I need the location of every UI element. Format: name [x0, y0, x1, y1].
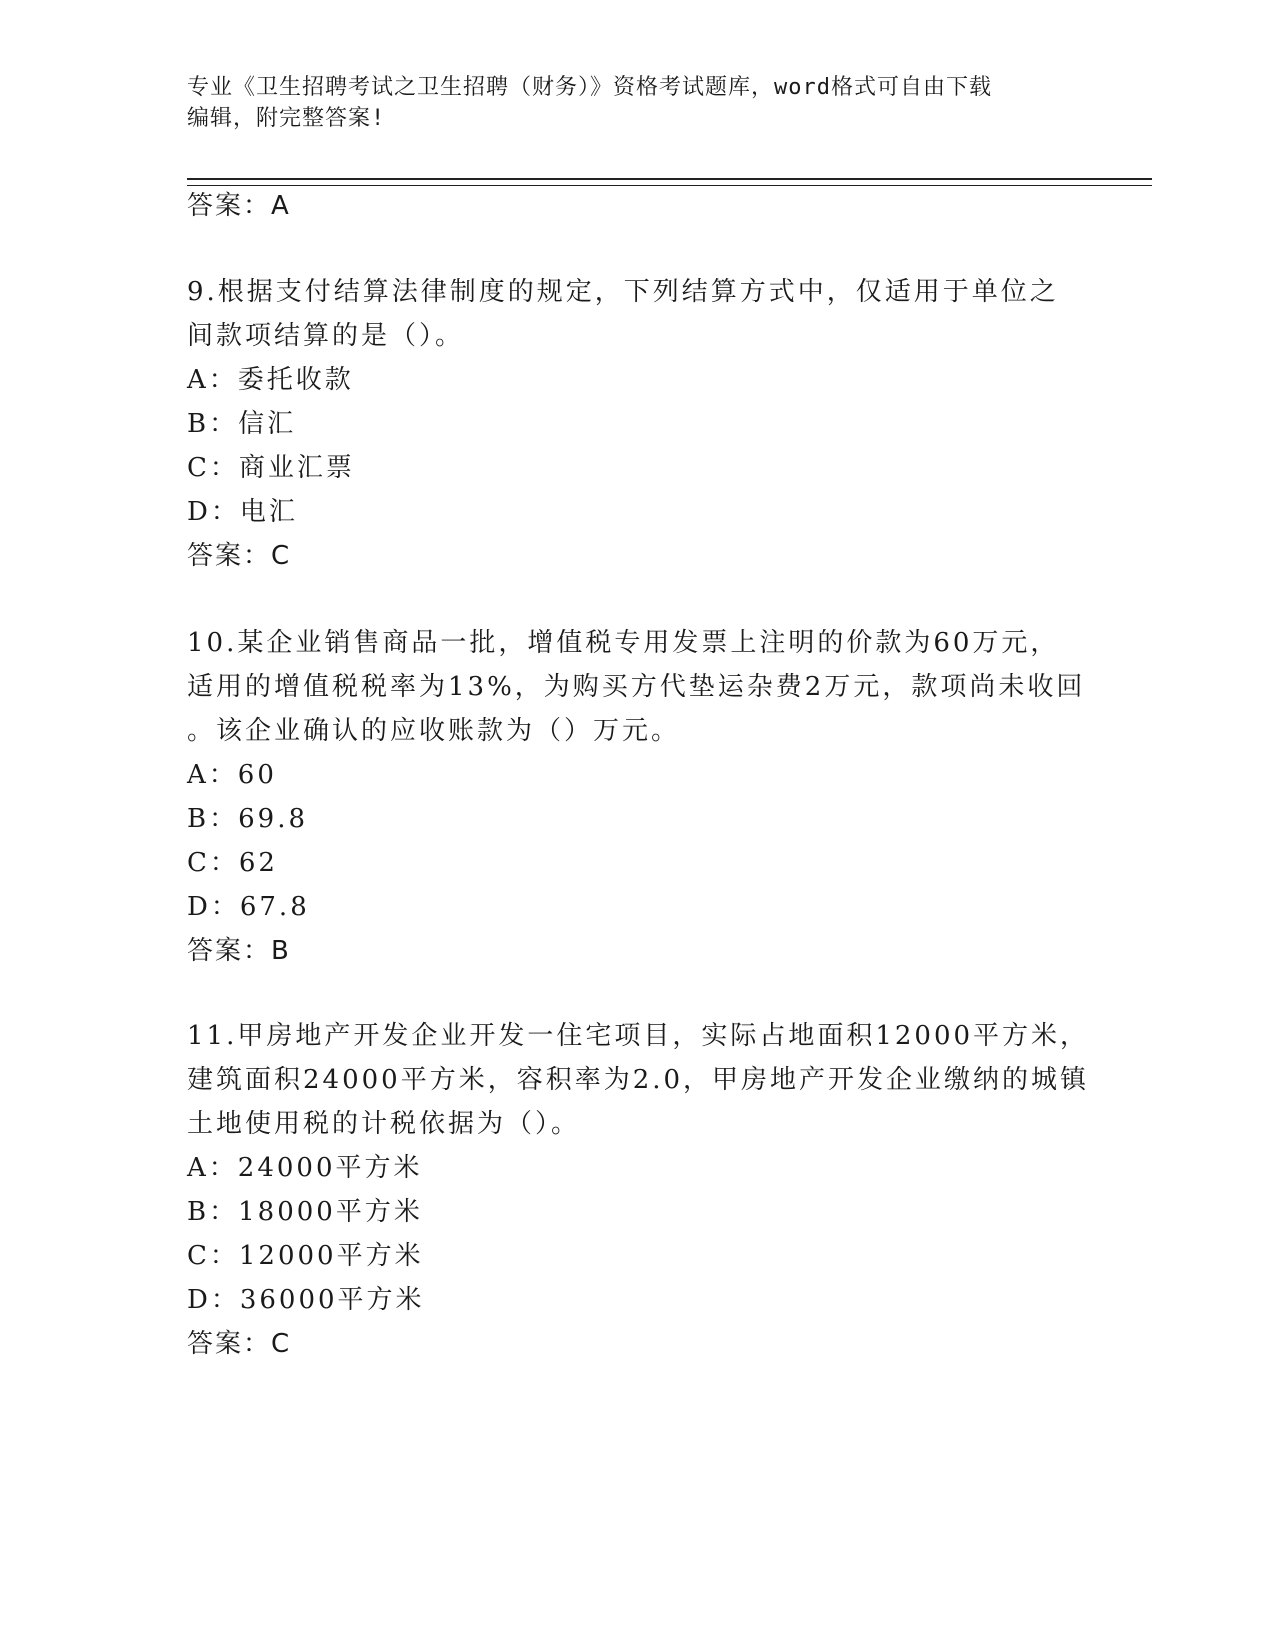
q10-answer: 答案：B	[187, 936, 291, 966]
previous-answer: 答案：A	[187, 191, 291, 221]
q11-stem-line-3: 土地使用税的计税依据为（）。	[187, 1109, 581, 1139]
q10-stem-line-2: 适用的增值税税率为13%，为购买方代垫运杂费2万元，款项尚未收回	[187, 672, 1086, 702]
q10-option-a: A：60	[187, 760, 277, 790]
q9-stem-line-1: 9.根据支付结算法律制度的规定，下列结算方式中，仅适用于单位之	[187, 277, 1059, 307]
q11-option-a: A：24000平方米	[187, 1153, 423, 1183]
q11-stem-line-1: 11.甲房地产开发企业开发一住宅项目，实际占地面积12000平方米，	[187, 1021, 1090, 1051]
q11-option-b: B：18000平方米	[187, 1197, 423, 1227]
q10-stem-line-3: 。该企业确认的应收账款为（）万元。	[187, 716, 681, 746]
q10-option-b: B：69.8	[187, 804, 308, 834]
q9-answer: 答案：C	[187, 541, 292, 571]
q10-option-d: D：67.8	[187, 892, 310, 922]
q9-option-c: C：商业汇票	[187, 453, 355, 483]
header-line-2: 编辑，附完整答案!	[187, 106, 386, 131]
q9-option-b: B：信汇	[187, 409, 297, 439]
q9-stem-line-2: 间款项结算的是（）。	[187, 321, 465, 351]
q9-option-d: D：电汇	[187, 497, 298, 527]
q11-stem-line-2: 建筑面积24000平方米，容积率为2.0，甲房地产开发企业缴纳的城镇	[187, 1065, 1090, 1095]
q10-option-c: C：62	[187, 848, 278, 878]
q11-option-d: D：36000平方米	[187, 1285, 425, 1315]
q11-answer: 答案：C	[187, 1329, 292, 1359]
header-divider	[187, 178, 1152, 186]
document-header	[187, 72, 1067, 134]
q10-stem-line-1: 10.某企业销售商品一批，增值税专用发票上注明的价款为60万元，	[187, 628, 1060, 658]
header-line-1: 专业《卫生招聘考试之卫生招聘（财务）》资格考试题库，word格式可自由下载	[187, 75, 992, 100]
q11-option-c: C：12000平方米	[187, 1241, 424, 1271]
q9-option-a: A：委托收款	[187, 365, 354, 395]
